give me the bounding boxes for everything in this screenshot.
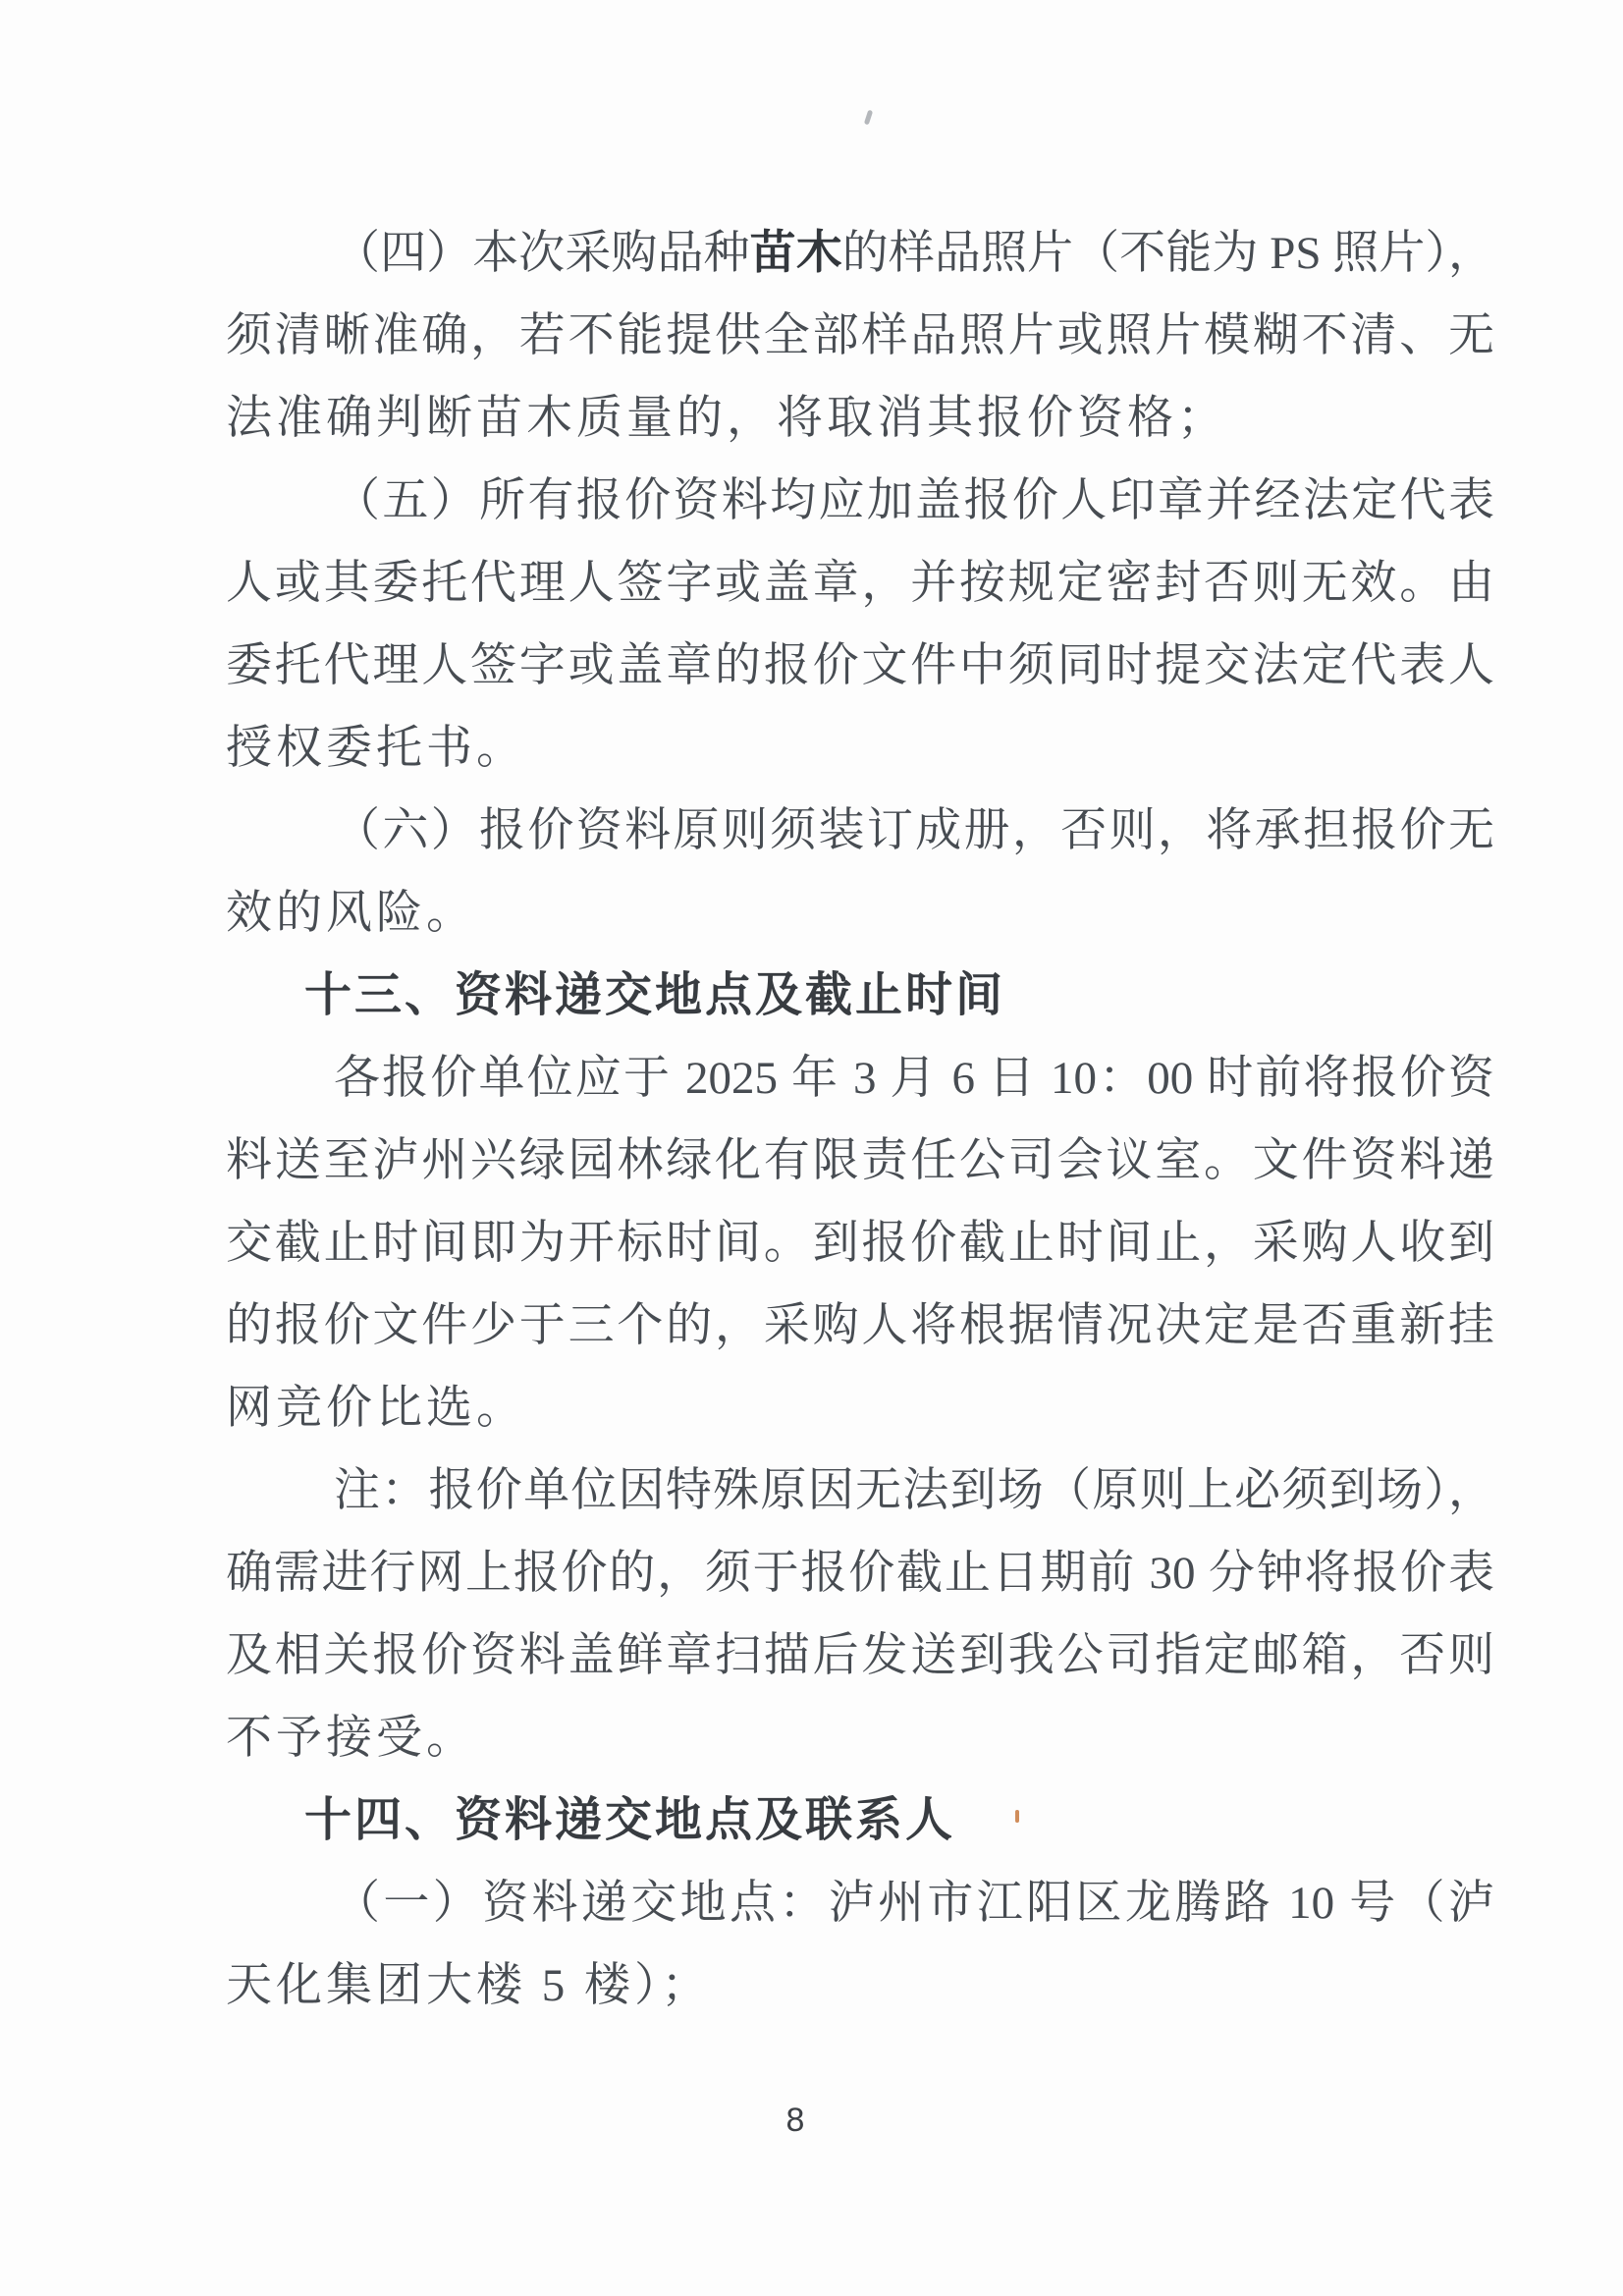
para-5-line-2: 人或其委托代理人签字或盖章，并按规定密封否则无效。由 <box>226 558 1494 609</box>
section-heading-14: 十四、资料递交地点及联系人 <box>304 1794 956 1846</box>
para-4-seg-2: 的样品照片（不能为 PS 照片）， <box>841 228 1495 279</box>
para-5-line-1: （五）所有报价资料均应加盖报价人印章并经法定代表 <box>334 475 1494 526</box>
note-line-4: 不予接受。 <box>226 1713 476 1764</box>
para-4-line-3: 法准确判断苗木质量的，将取消其报价资格； <box>226 393 1227 444</box>
section-14-para-line-2: 天化集团大楼 5 楼）； <box>226 1960 712 2011</box>
para-6-line-2: 效的风险。 <box>226 888 476 939</box>
section-13-para-line-1: 各报价单位应于 2025 年 3 月 6 日 10：00 时前将报价资 <box>334 1053 1494 1104</box>
para-5-line-4: 授权委托书。 <box>226 723 526 774</box>
para-4-line-1 <box>226 212 1494 295</box>
section-13-para-line-5: 网竞价比选。 <box>226 1383 526 1434</box>
para-4-line-2: 须清晰准确，若不能提供全部样品照片或照片模糊不清、无 <box>226 310 1494 361</box>
note-line-2: 确需进行网上报价的，须于报价截止日期前 30 分钟将报价表 <box>226 1548 1494 1599</box>
section-13-para-line-4: 的报价文件少于三个的，采购人将根据情况决定是否重新挂 <box>226 1300 1494 1351</box>
para-4-seg-bold: 苗木 <box>749 228 842 279</box>
section-14-para-line-1: （一）资料递交地点：泸州市江阳区龙腾路 10 号（泸 <box>334 1878 1494 1929</box>
page-number: 8 <box>785 2102 805 2139</box>
section-heading-13: 十三、资料递交地点及截止时间 <box>304 969 1006 1021</box>
section-13-para-line-2: 料送至泸州兴绿园林绿化有限责任公司会议室。文件资料递 <box>226 1135 1494 1186</box>
para-5-line-3: 委托代理人签字或盖章的报价文件中须同时提交法定代表人 <box>226 640 1494 691</box>
document-text-block <box>226 212 1494 2027</box>
scan-artifact-gray <box>864 110 873 126</box>
note-line-3: 及相关报价资料盖鲜章扫描后发送到我公司指定邮箱，否则 <box>226 1630 1494 1681</box>
note-line-1: 注：报价单位因特殊原因无法到场（原则上必须到场）， <box>334 1465 1494 1516</box>
para-4-seg-1: （四）本次采购品种 <box>334 228 750 279</box>
section-13-para-line-3: 交截止时间即为开标时间。到报价截止时间止，采购人收到 <box>226 1218 1494 1269</box>
para-6-line-1: （六）报价资料原则须装订成册，否则，将承担报价无 <box>334 805 1494 856</box>
